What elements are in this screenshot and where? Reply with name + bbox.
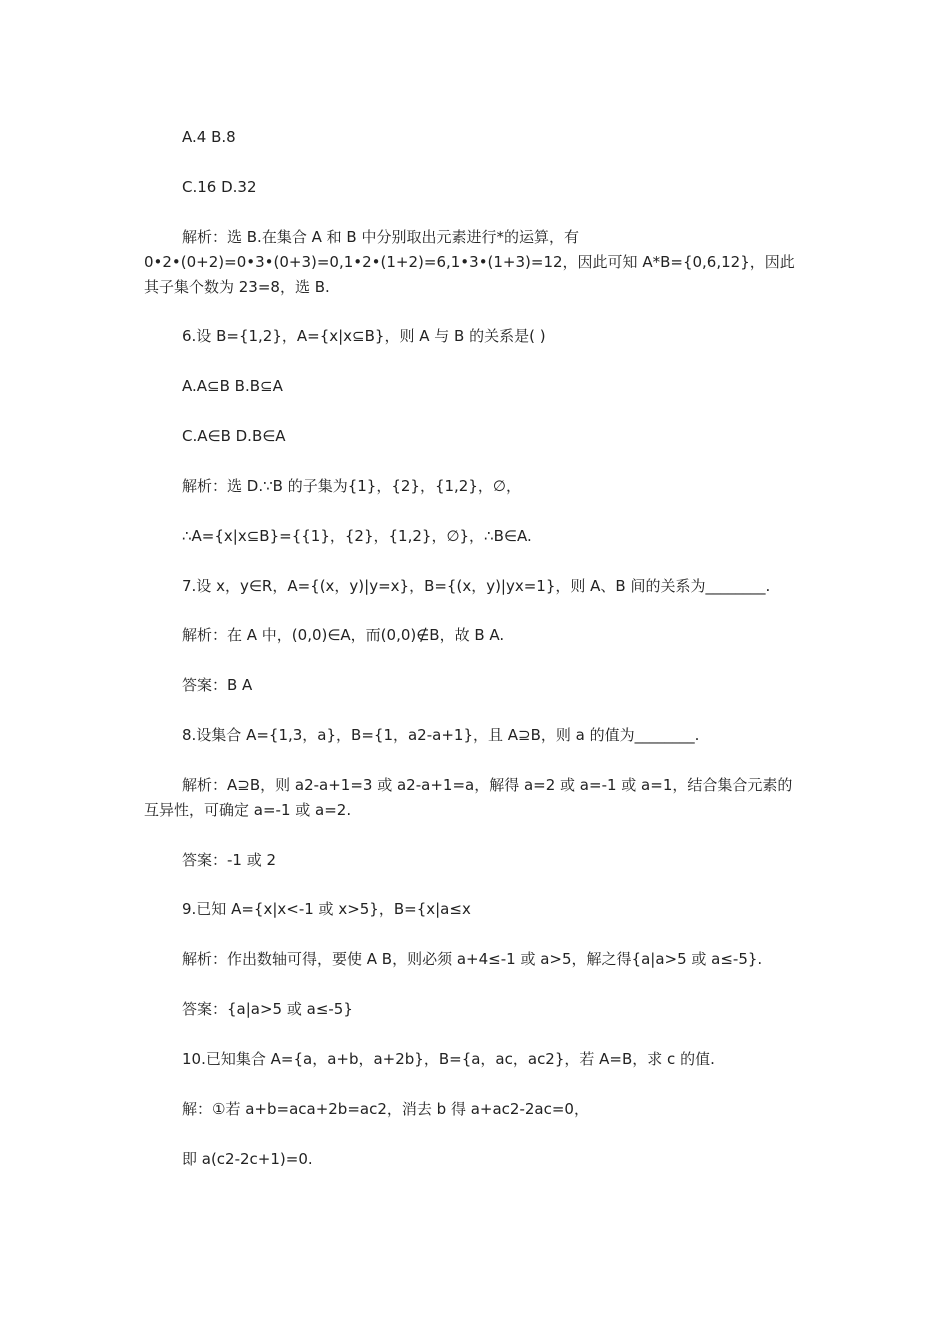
solution-line-6b: ∴A={x|x⊆B}={{1}，{2}，{1,2}，∅}，∴B∈A. [182, 527, 532, 545]
question-10: 10.已知集合 A={a，a+b，a+2b}，B={a，ac，ac2}，若 A=B，求 c 的值. [182, 1050, 715, 1068]
answer-9: 答案：{a|a>5 或 a≤-5} [182, 1000, 353, 1018]
answer-8: 答案：-1 或 2 [182, 851, 277, 869]
solution-line-6a: 解析：选 D.∵B 的子集为{1}，{2}，{1,2}，∅， [182, 477, 521, 495]
question-6: 6.设 B={1,2}，A={x|x⊆B}，则 A 与 B 的关系是( ) [182, 327, 546, 345]
solution-line-7: 解析：在 A 中，(0,0)∈A，而(0,0)∉B，故 B A. [182, 626, 505, 644]
option-line-cd-6: C.A∈B D.B∈A [182, 427, 286, 445]
question-7: 7.设 x，y∈R，A={(x，y)|y=x}，B={(x，y)|yx=1}，则 A、B 间的关系为________. [182, 577, 771, 595]
option-line-ab-5: A.4 B.8 [182, 128, 236, 146]
option-line-cd-5: C.16 D.32 [182, 178, 257, 196]
solution-paragraph-5: 解析：选 B.在集合 A 和 B 中分别取出元素进行*的运算，有 0•2•(0+2)=0•3•(0+3)=0,1•2•(1+2)=6,1•3•(1+3)=12，因此可知 A*B={0,6,12}，因此其子集个数为 23=8，选 B. [144, 228, 795, 296]
solution-line-10b: 即 a(c2-2c+1)=0. [182, 1150, 313, 1168]
solution-line-9: 解析：作出数轴可得，要使 A B，则必须 a+4≤-1 或 a>5，解之得{a|a>5 或 a≤-5}. [182, 950, 763, 968]
question-8: 8.设集合 A={1,3，a}，B={1，a2-a+1}，且 A⊇B，则 a 的值为________. [182, 726, 700, 744]
solution-paragraph-8: 解析：A⊇B，则 a2-a+1=3 或 a2-a+1=a，解得 a=2 或 a=-1 或 a=1，结合集合元素的互异性，可确定 a=-1 或 a=2. [144, 776, 793, 819]
question-9: 9.已知 A={x|x<-1 或 x>5}，B={x|a≤x [182, 900, 471, 918]
solution-line-10a: 解：①若 a+b=aca+2b=ac2，消去 b 得 a+ac2-2ac=0， [182, 1100, 589, 1118]
answer-7: 答案：B A [182, 676, 253, 694]
option-line-ab-6: A.A⊆B B.B⊆A [182, 377, 283, 395]
